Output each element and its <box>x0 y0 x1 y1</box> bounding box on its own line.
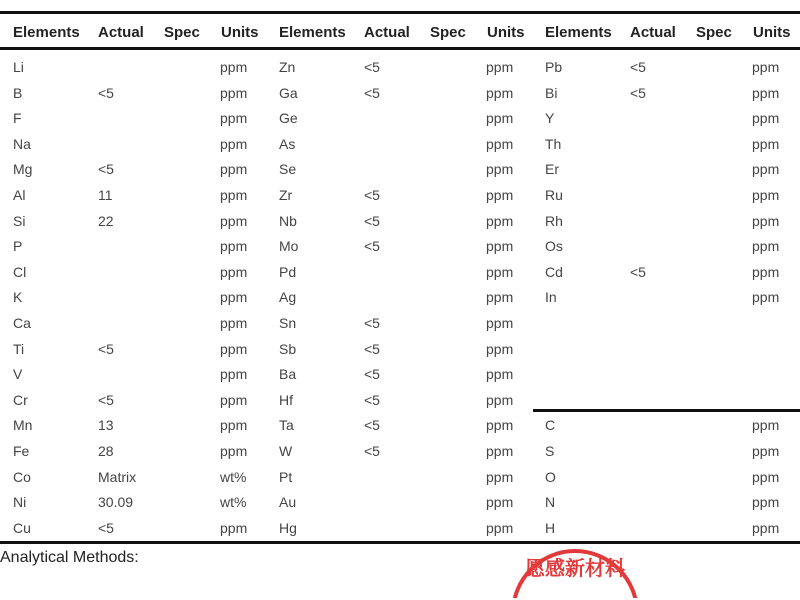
element-cell: C <box>545 417 556 434</box>
analytical-methods-label: Analytical Methods: <box>0 549 139 566</box>
units-cell: ppm <box>486 519 514 536</box>
units-cell: ppm <box>486 110 514 127</box>
units-cell: ppm <box>220 289 248 306</box>
element-cell: Mo <box>279 238 299 255</box>
element-cell: Cr <box>13 391 28 408</box>
element-cell: Ge <box>279 110 298 127</box>
actual-cell: <5 <box>364 84 380 101</box>
units-cell: ppm <box>486 417 514 434</box>
units-cell: ppm <box>486 84 514 101</box>
units-cell: ppm <box>752 135 780 152</box>
element-cell: Bi <box>545 84 558 101</box>
units-cell: wt% <box>220 494 247 511</box>
actual-cell: <5 <box>364 238 380 255</box>
element-cell: Hg <box>279 519 297 536</box>
element-cell: Ni <box>13 494 27 511</box>
units-cell: ppm <box>220 84 248 101</box>
actual-cell: <5 <box>364 366 380 383</box>
units-cell: ppm <box>752 238 780 255</box>
actual-cell: <5 <box>630 59 646 75</box>
element-cell: Sn <box>279 315 297 331</box>
table-bottom-rule <box>0 541 800 544</box>
element-cell: B <box>13 84 23 101</box>
element-cell: Pd <box>279 263 297 280</box>
element-cell: Mn <box>13 417 33 434</box>
element-cell: Li <box>13 59 24 75</box>
column-header: Spec <box>430 24 466 41</box>
units-cell: ppm <box>486 238 514 255</box>
element-cell: Ag <box>279 289 297 306</box>
element-cell: Hf <box>279 391 293 408</box>
element-cell: Pb <box>545 59 563 75</box>
units-cell: ppm <box>752 187 780 203</box>
units-cell: ppm <box>486 212 514 229</box>
element-cell: Ti <box>13 340 25 357</box>
company-seal <box>505 538 645 598</box>
table-section-rule <box>533 409 800 412</box>
units-cell: ppm <box>752 519 780 536</box>
column-header: Units <box>221 24 259 41</box>
units-cell: ppm <box>486 289 514 306</box>
units-cell: ppm <box>220 315 248 331</box>
element-cell: Si <box>13 212 26 229</box>
units-cell: ppm <box>486 468 514 485</box>
units-cell: ppm <box>752 417 780 434</box>
units-cell: ppm <box>752 59 780 75</box>
element-cell: Cl <box>13 263 27 280</box>
units-cell: ppm <box>220 212 248 229</box>
element-cell: H <box>545 519 556 536</box>
actual-cell: <5 <box>364 212 380 229</box>
units-cell: ppm <box>486 315 514 331</box>
column-header: Actual <box>630 24 676 41</box>
element-cell: Na <box>13 135 31 152</box>
actual-cell: <5 <box>630 84 646 101</box>
units-cell: ppm <box>486 391 514 408</box>
element-cell: Al <box>13 187 26 203</box>
units-cell: ppm <box>220 391 248 408</box>
units-cell: ppm <box>752 110 780 127</box>
column-header: Units <box>487 24 525 41</box>
table-header-rule <box>0 47 800 50</box>
element-cell: Ta <box>279 417 294 434</box>
element-cell: Y <box>545 110 555 127</box>
element-cell: Zn <box>279 59 296 75</box>
element-cell: K <box>13 289 23 306</box>
table-top-rule <box>0 11 800 14</box>
element-cell: Rh <box>545 212 563 229</box>
actual-cell: <5 <box>98 391 114 408</box>
actual-cell: 30.09 <box>98 494 134 511</box>
units-cell: ppm <box>752 161 780 178</box>
column-header: Elements <box>545 24 612 41</box>
actual-cell: <5 <box>364 315 380 331</box>
units-cell: ppm <box>220 366 248 383</box>
actual-cell: <5 <box>364 187 380 203</box>
element-cell: F <box>13 110 22 127</box>
actual-cell: 11 <box>98 187 113 203</box>
units-cell: ppm <box>220 110 248 127</box>
column-header: Elements <box>13 24 80 41</box>
units-cell: ppm <box>752 443 780 459</box>
units-cell: ppm <box>486 59 514 75</box>
element-cell: S <box>545 443 555 459</box>
element-cell: W <box>279 443 293 459</box>
actual-cell: Matrix <box>98 468 137 485</box>
element-cell: Se <box>279 161 297 178</box>
element-cell: Sb <box>279 340 297 357</box>
actual-cell: 22 <box>98 212 114 229</box>
element-cell: Au <box>279 494 297 511</box>
actual-cell: <5 <box>364 59 380 75</box>
column-header: Spec <box>696 24 732 41</box>
element-cell: O <box>545 468 556 485</box>
units-cell: ppm <box>220 238 248 255</box>
element-cell: Cd <box>545 263 563 280</box>
units-cell: ppm <box>486 263 514 280</box>
units-cell: ppm <box>752 468 780 485</box>
actual-cell: 13 <box>98 417 114 434</box>
element-cell: P <box>13 238 23 255</box>
element-cell: Ca <box>13 315 31 331</box>
column-header: Actual <box>98 24 144 41</box>
actual-cell: <5 <box>98 519 114 536</box>
column-header: Units <box>753 24 791 41</box>
units-cell: ppm <box>752 494 780 511</box>
units-cell: ppm <box>486 340 514 357</box>
units-cell: ppm <box>486 161 514 178</box>
element-cell: Zr <box>279 187 293 203</box>
units-cell: ppm <box>220 443 248 459</box>
units-cell: ppm <box>220 519 248 536</box>
units-cell: ppm <box>220 59 248 75</box>
element-cell: Fe <box>13 443 30 459</box>
units-cell: ppm <box>220 417 248 434</box>
units-cell: ppm <box>486 135 514 152</box>
units-cell: ppm <box>486 443 514 459</box>
column-header: Spec <box>164 24 200 41</box>
element-cell: Ba <box>279 366 297 383</box>
units-cell: ppm <box>752 289 780 306</box>
element-cell: In <box>545 289 557 306</box>
element-cell: Os <box>545 238 563 255</box>
element-cell: N <box>545 494 556 511</box>
units-cell: ppm <box>486 494 514 511</box>
units-cell: ppm <box>486 366 514 383</box>
element-cell: Er <box>545 161 559 178</box>
units-cell: ppm <box>220 161 248 178</box>
units-cell: ppm <box>752 263 780 280</box>
element-cell: Mg <box>13 161 33 178</box>
actual-cell: <5 <box>98 340 114 357</box>
actual-cell: <5 <box>630 263 646 280</box>
actual-cell: <5 <box>364 340 380 357</box>
units-cell: wt% <box>220 468 247 485</box>
units-cell: ppm <box>220 263 248 280</box>
element-cell: Pt <box>279 468 293 485</box>
element-cell: V <box>13 366 23 383</box>
element-cell: Co <box>13 468 31 485</box>
actual-cell: <5 <box>364 443 380 459</box>
element-cell: Nb <box>279 212 297 229</box>
actual-cell: <5 <box>364 391 380 408</box>
units-cell: ppm <box>486 187 514 203</box>
svg-text:愿感新材料: 愿感新材料 <box>525 556 625 580</box>
element-cell: Ru <box>545 187 563 203</box>
element-cell: Cu <box>13 519 31 536</box>
actual-cell: <5 <box>98 161 114 178</box>
actual-cell: <5 <box>98 84 114 101</box>
units-cell: ppm <box>752 84 780 101</box>
units-cell: ppm <box>752 212 780 229</box>
actual-cell: <5 <box>364 417 380 434</box>
element-cell: Th <box>545 135 562 152</box>
units-cell: ppm <box>220 340 248 357</box>
column-header: Actual <box>364 24 410 41</box>
units-cell: ppm <box>220 187 248 203</box>
element-cell: Ga <box>279 84 298 101</box>
actual-cell: 28 <box>98 443 114 459</box>
column-header: Elements <box>279 24 346 41</box>
element-cell: As <box>279 135 296 152</box>
units-cell: ppm <box>220 135 248 152</box>
